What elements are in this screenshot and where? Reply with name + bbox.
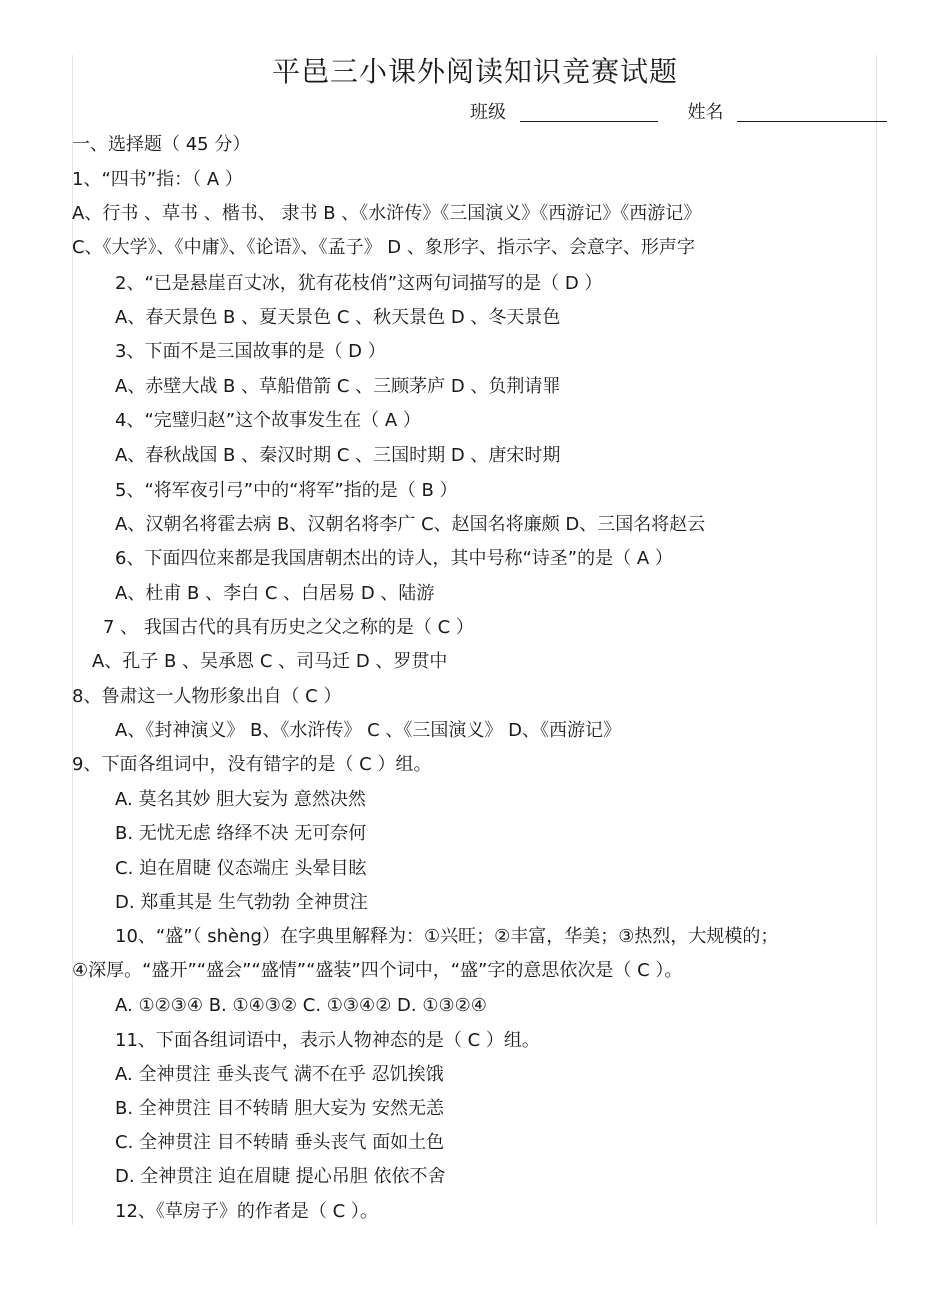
option-line: A. 莫名其妙 胆大妄为 意然决然: [115, 789, 366, 810]
name-blank: [737, 103, 887, 122]
question-line: 11、下面各组词语中，表示人物神态的是（ C ）组。: [115, 1030, 540, 1051]
question-line: 3、下面不是三国故事的是（ D ）: [115, 341, 386, 362]
question-line: 9、下面各组词中，没有错字的是（ C ）组。: [72, 754, 432, 775]
question-line: 10、“盛”（ shèng）在字典里解释为：①兴旺；②丰富，华美；③热烈，大规模的；: [115, 926, 779, 947]
option-line: D. 郑重其是 生气勃勃 全神贯注: [115, 892, 368, 913]
option-line: A、春天景色 B 、夏天景色 C 、秋天景色 D 、冬天景色: [115, 307, 561, 328]
question-line: 4、“完璧归赵”这个故事发生在（ A ）: [115, 410, 421, 431]
option-line: A、行书 、草书 、楷书、 隶书 B 、《水浒传》《三国演义》《西游记》《西游记》: [72, 203, 702, 224]
section-heading: 一、选择题（ 45 分）: [72, 134, 251, 155]
question-line: 8、鲁肃这一人物形象出自（ C ）: [72, 686, 342, 707]
name-label: 姓名: [687, 102, 724, 123]
option-line: C. 全神贯注 目不转睛 垂头丧气 面如土色: [115, 1132, 445, 1153]
question-line: 5、“将军夜引弓”中的“将军”指的是（ B ）: [115, 480, 458, 501]
right-margin-line: [876, 55, 877, 1225]
option-line: A、汉朝名将霍去病 B、汉朝名将李广 C、赵国名将廉颇 D、三国名将赵云: [115, 514, 706, 535]
page-title: 平邑三小课外阅读知识竞赛试题: [271, 55, 678, 88]
option-line: A、赤壁大战 B 、草船借箭 C 、三顾茅庐 D 、负荆请罪: [115, 376, 561, 397]
option-line: C、《大学》、《中庸》、《论语》、《孟子》 D 、象形字、指示字、会意字、形声字: [72, 237, 695, 258]
question-line: 6、下面四位来都是我国唐朝杰出的诗人，其中号称“诗圣”的是（ A ）: [115, 548, 673, 569]
option-line: A、杜甫 B 、李白 C 、白居易 D 、陆游: [115, 583, 435, 604]
question-line: 2、“已是悬崖百丈冰，犹有花枝俏”这两句词描写的是（ D ）: [115, 273, 603, 294]
class-label: 班级: [470, 102, 506, 123]
option-line: B. 无忧无虑 络绎不决 无可奈何: [115, 823, 367, 844]
option-line: A. ①②③④ B. ①④③② C. ①③④② D. ①③②④: [115, 995, 487, 1016]
left-margin-line: [72, 55, 73, 1225]
question-line: 12、《草房子》的作者是（ C ）。: [115, 1201, 378, 1222]
option-line: B. 全神贯注 目不转睛 胆大妄为 安然无恙: [115, 1098, 444, 1119]
class-blank: [520, 103, 658, 122]
option-line: C. 迫在眉睫 仪态端庄 头晕目眩: [115, 858, 367, 879]
question-line: 1、“四书”指：（ A ）: [72, 169, 243, 190]
student-info-row: [470, 98, 887, 124]
option-line: A、孔子 B 、吴承恩 C 、司马迁 D 、罗贯中: [92, 651, 448, 672]
option-line: D. 全神贯注 迫在眉睫 提心吊胆 依依不舍: [115, 1166, 446, 1187]
option-line: A. 全神贯注 垂头丧气 满不在乎 忍饥挨饿: [115, 1064, 444, 1085]
option-line: A、《封神演义》 B、《水浒传》 C 、《三国演义》 D、《西游记》: [115, 720, 621, 741]
option-line: A、春秋战国 B 、秦汉时期 C 、三国时期 D 、唐宋时期: [115, 445, 561, 466]
question-line: ④深厚。“盛开”“盛会”“盛情”“盛装”四个词中，“盛”字的意思依次是（ C ）。: [72, 960, 683, 981]
question-line: 7 、 我国古代的具有历史之父之称的是（ C ）: [103, 617, 474, 638]
